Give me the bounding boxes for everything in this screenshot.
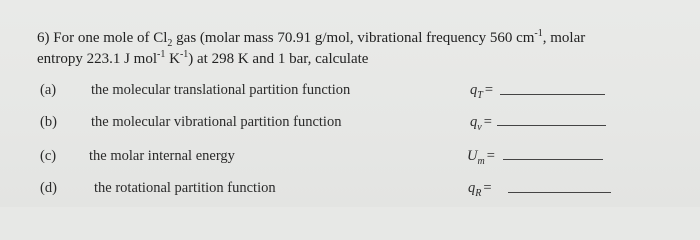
part-letter: (c) [40,148,57,164]
part-symbol: $U_m$ = [467,148,495,167]
part-symbol: $q_R$ = [468,180,492,199]
answer-blank[interactable] [500,94,605,95]
part-description: the molecular vibrational partition function [91,114,342,130]
part-description: the molar internal energy [89,148,235,164]
question-line-2: entropy 223.1 J mol$^{-1}$ $K^{-1}$) at 298 K and 1 bar, calculate [37,49,369,67]
part-letter: (a) [40,82,57,98]
part-symbol: $q_v$ = [470,114,492,133]
question-number: 6) [37,30,50,46]
part-description: the rotational partition function [94,180,276,196]
question-text [37,28,677,70]
answer-blank[interactable] [497,125,606,126]
part-b-row [0,114,700,136]
part-letter: (b) [40,114,57,130]
part-description: the molecular translational partition function [91,82,351,98]
part-symbol: $q_T$ = [470,82,493,101]
part-d-row [0,180,700,202]
part-c-row [0,148,700,170]
answer-blank[interactable] [508,192,611,193]
part-letter: (d) [40,180,57,196]
part-a-row [0,82,700,104]
answer-blank[interactable] [503,159,603,160]
question-line-1: 6) For one mole of $Cl_2$ gas (molar mass 70.91 g/mol, vibrational frequency 560 $cm^{-1}$, molar [37,28,586,49]
